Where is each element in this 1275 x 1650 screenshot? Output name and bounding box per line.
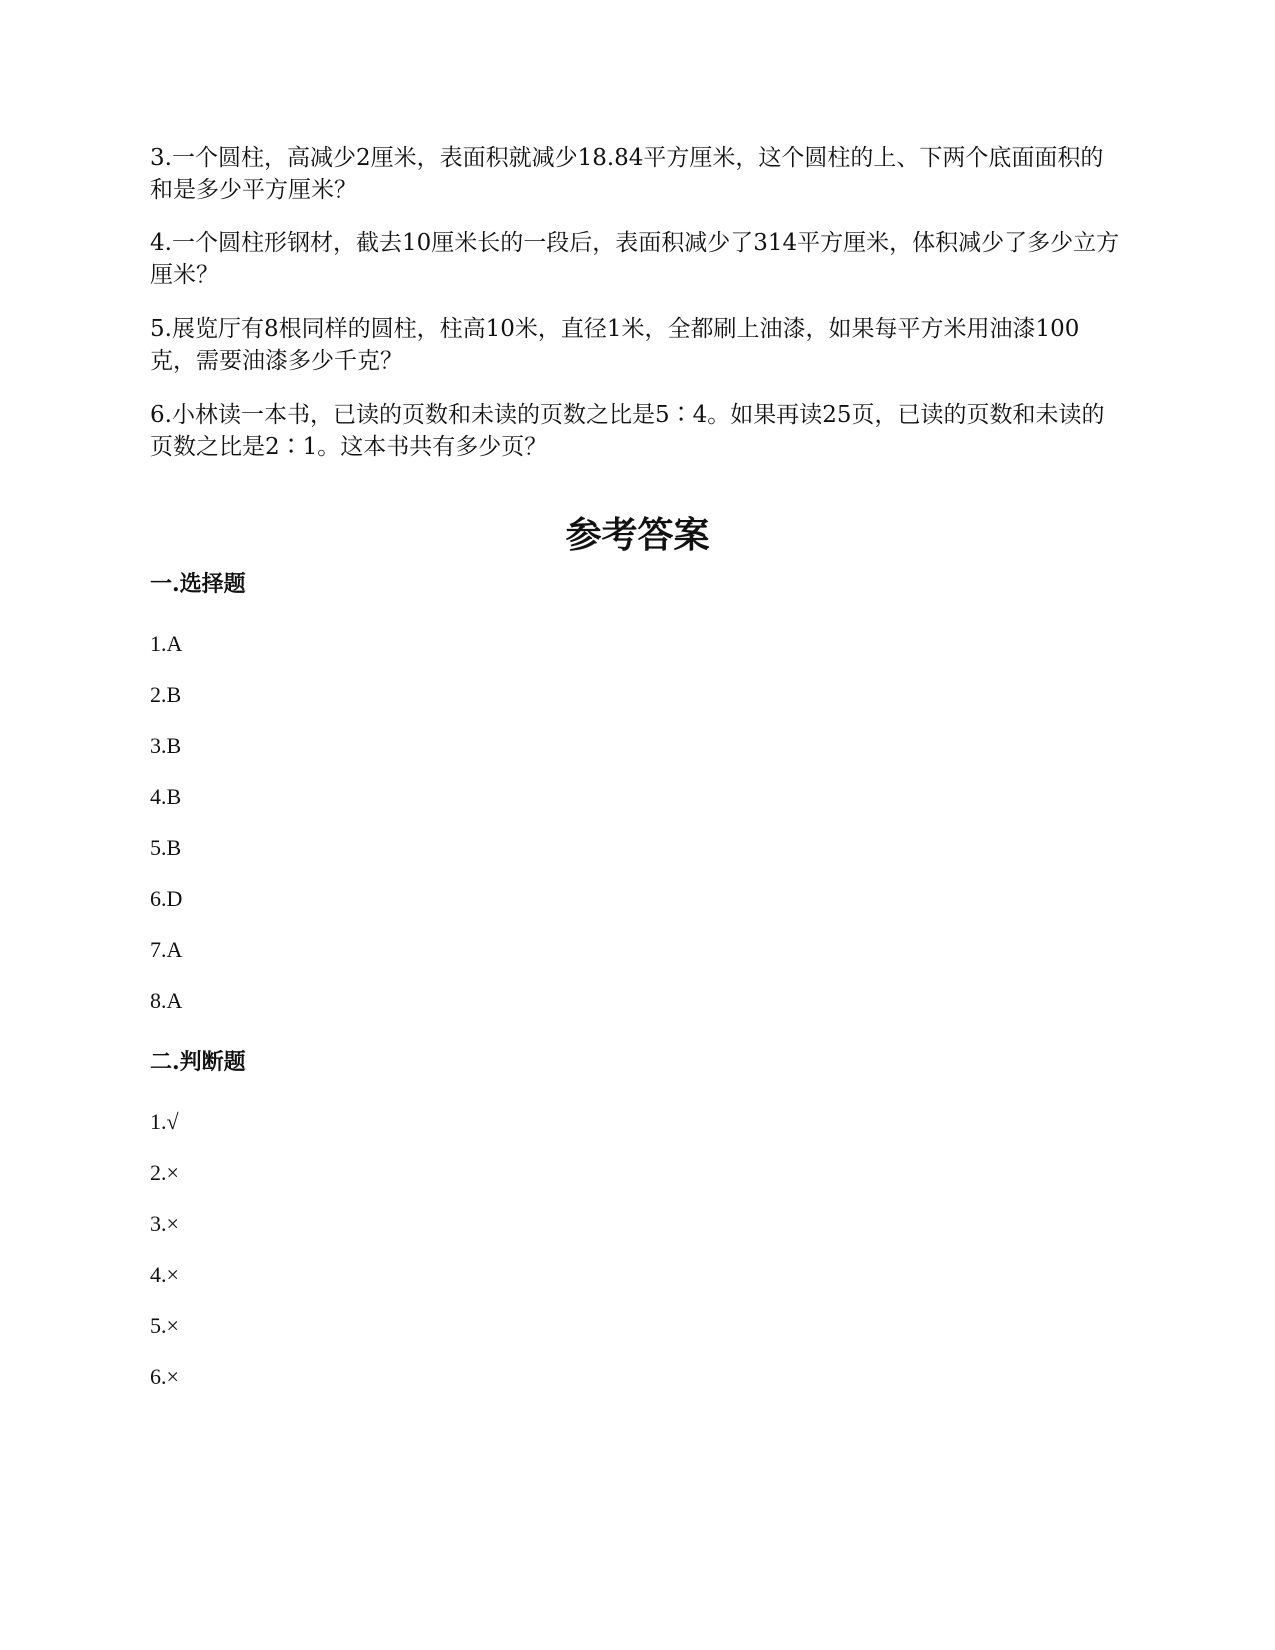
- problem-6: 6.小林读一本书，已读的页数和未读的页数之比是5∶4。如果再读25页，已读的页数和未读的页数之比是2∶1。这本书共有多少页？: [150, 402, 1105, 460]
- section-heading-multiple-choice: 一.选择题: [150, 571, 246, 597]
- section-heading-true-false: 二.判断题: [150, 1049, 246, 1075]
- choice-answer-5: 5.B: [150, 835, 182, 860]
- judge-answer-4: 4.×: [150, 1262, 179, 1287]
- judge-answer-5: 5.×: [150, 1313, 179, 1338]
- choice-answer-3: 3.B: [150, 733, 182, 758]
- choice-answer-7: 7.A: [150, 937, 183, 962]
- problem-5: 5.展览厅有8根同样的圆柱，柱高10米，直径1米，全都刷上油漆，如果每平方米用油漆100克，需要油漆多少千克？: [150, 316, 1080, 374]
- choice-answer-6: 6.D: [150, 886, 183, 911]
- judge-answer-1: 1.√: [150, 1109, 179, 1134]
- answer-title: 参考答案: [565, 514, 710, 556]
- judge-answer-6: 6.×: [150, 1364, 179, 1389]
- choice-answer-2: 2.B: [150, 682, 182, 707]
- choice-answer-8: 8.A: [150, 988, 183, 1013]
- problem-3: 3.一个圆柱，高减少2厘米，表面积就减少18.84平方厘米，这个圆柱的上、下两个底面面积的和是多少平方厘米？: [150, 145, 1104, 203]
- choice-answer-4: 4.B: [150, 784, 182, 809]
- choice-answer-1: 1.A: [150, 631, 183, 656]
- problem-4: 4.一个圆柱形钢材，截去10厘米长的一段后，表面积减少了314平方厘米，体积减少了多少立方厘米？: [150, 230, 1120, 288]
- judge-answer-2: 2.×: [150, 1160, 179, 1185]
- judge-answer-3: 3.×: [150, 1211, 179, 1236]
